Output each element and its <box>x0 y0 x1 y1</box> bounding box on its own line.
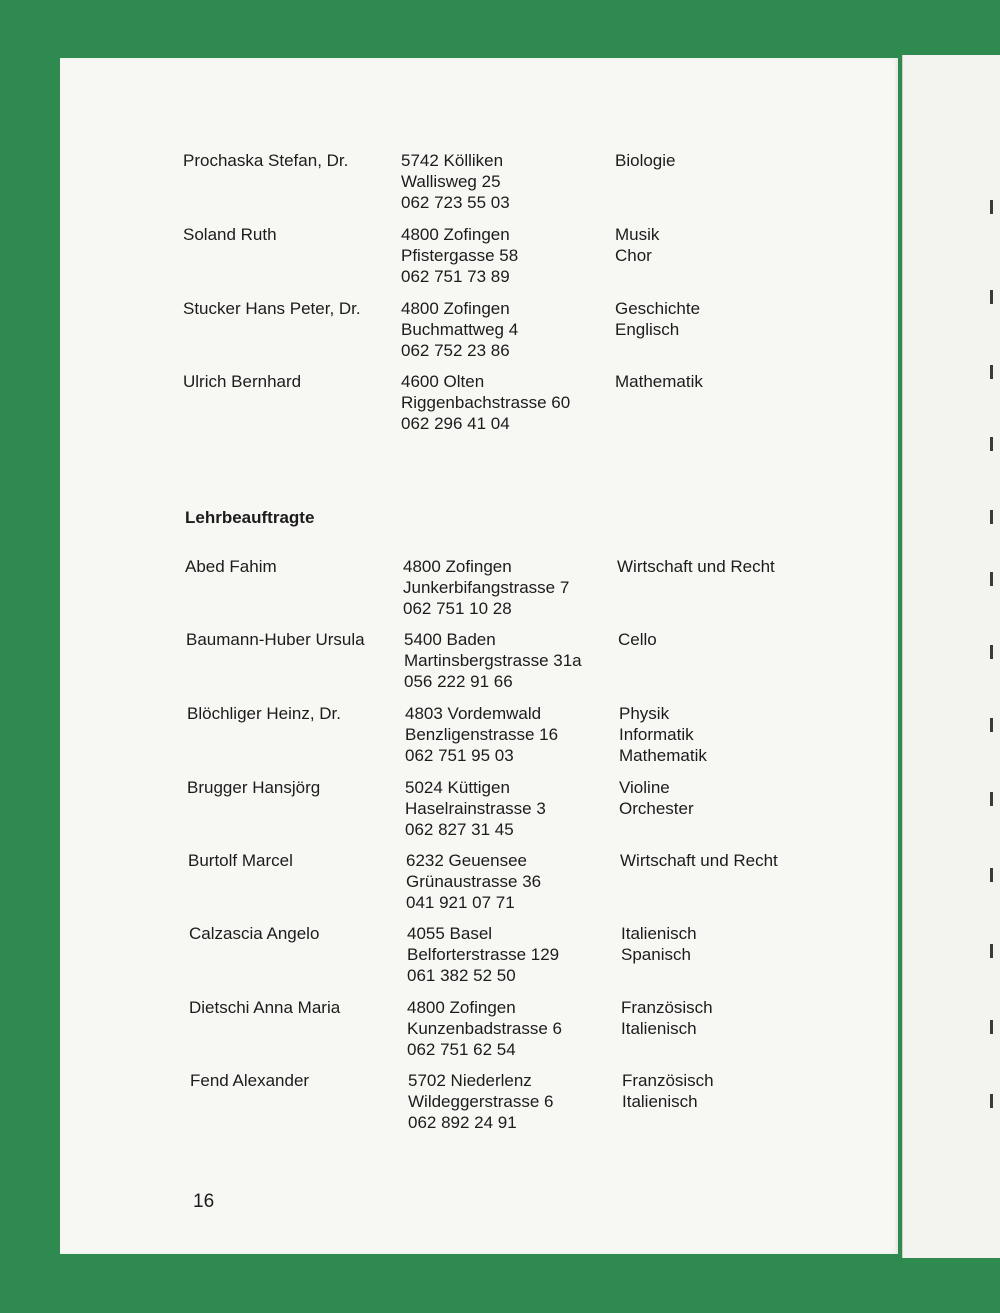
entry-subjects: Französisch Italienisch <box>622 1071 714 1111</box>
entry-subjects: Mathematik <box>615 372 703 391</box>
facing-page-mark <box>990 718 993 732</box>
entry-subjects: Italienisch Spanisch <box>621 924 697 964</box>
entry-name: Soland Ruth <box>183 225 277 244</box>
entry-name: Burtolf Marcel <box>188 851 293 870</box>
entry-name: Abed Fahim <box>185 557 277 576</box>
entry-address: 4800 Zofingen Buchmattweg 4 062 752 23 86 <box>401 299 519 360</box>
facing-page-mark <box>990 572 993 586</box>
entry-address: 5024 Küttigen Haselrainstrasse 3 062 827 31 45 <box>405 778 546 839</box>
entry-address: 4055 Basel Belforterstrasse 129 061 382 52 50 <box>407 924 560 985</box>
facing-page-mark <box>990 792 993 806</box>
entry-address: 4803 Vordemwald Benzligenstrasse 16 062 751 95 03 <box>405 704 559 765</box>
facing-page-mark <box>990 290 993 304</box>
entry-name: Baumann-Huber Ursula <box>186 630 365 649</box>
show-through-text <box>700 288 704 305</box>
entry-subjects: Cello <box>618 630 657 649</box>
entry-subjects: Biologie <box>615 151 676 170</box>
document-page <box>60 58 898 1254</box>
entry-name: Blöchliger Heinz, Dr. <box>187 704 342 723</box>
entry-subjects: Geschichte Englisch <box>615 299 701 339</box>
page-number: 16 <box>193 1191 215 1212</box>
entry-name: Prochaska Stefan, Dr. <box>183 151 349 170</box>
facing-page-mark <box>990 645 993 659</box>
facing-page-mark <box>990 437 993 451</box>
entry-subjects: Physik Informatik Mathematik <box>619 704 707 765</box>
entry-subjects: Wirtschaft und Recht <box>620 851 778 870</box>
entry-address: 4800 Zofingen Junkerbifangstrasse 7 062 751 10 28 <box>403 557 570 618</box>
section-heading: Lehrbeauftragte <box>185 508 315 527</box>
entry-address: 5742 Kölliken Wallisweg 25 062 723 55 03 <box>401 151 510 212</box>
entry-subjects: Französisch Italienisch <box>621 998 713 1038</box>
entry-name: Brugger Hansjörg <box>187 778 321 797</box>
entry-address: 6232 Geuensee Grünaustrasse 36 041 921 07 71 <box>406 851 542 912</box>
facing-page-mark <box>990 200 993 214</box>
entry-address: 5400 Baden Martinsbergstrasse 31a 056 222 91 66 <box>404 630 582 691</box>
entry-name: Fend Alexander <box>190 1071 310 1090</box>
entry-address: 4600 Olten Riggenbachstrasse 60 062 296 41 04 <box>401 372 571 433</box>
entry-subjects: Wirtschaft und Recht <box>617 557 775 576</box>
entry-name: Stucker Hans Peter, Dr. <box>183 299 361 318</box>
facing-page-mark <box>990 944 993 958</box>
entry-subjects: Violine Orchester <box>619 778 694 818</box>
entry-address: 4800 Zofingen Kunzenbadstrasse 6 062 751 62 54 <box>407 998 562 1059</box>
entry-subjects: Musik Chor <box>615 225 660 265</box>
facing-page-mark <box>990 365 993 379</box>
facing-page-mark <box>990 1094 993 1108</box>
entry-name: Dietschi Anna Maria <box>189 998 341 1017</box>
entry-name: Calzascia Angelo <box>189 924 320 943</box>
facing-page-mark <box>990 868 993 882</box>
entry-address: 5702 Niederlenz Wildeggerstrasse 6 062 892 24 91 <box>408 1071 554 1132</box>
entry-address: 4800 Zofingen Pfistergasse 58 062 751 73 89 <box>401 225 519 286</box>
facing-page-edge <box>902 55 1000 1258</box>
entry-name: Ulrich Bernhard <box>183 372 302 391</box>
facing-page-mark <box>990 1020 993 1034</box>
facing-page-mark <box>990 510 993 524</box>
